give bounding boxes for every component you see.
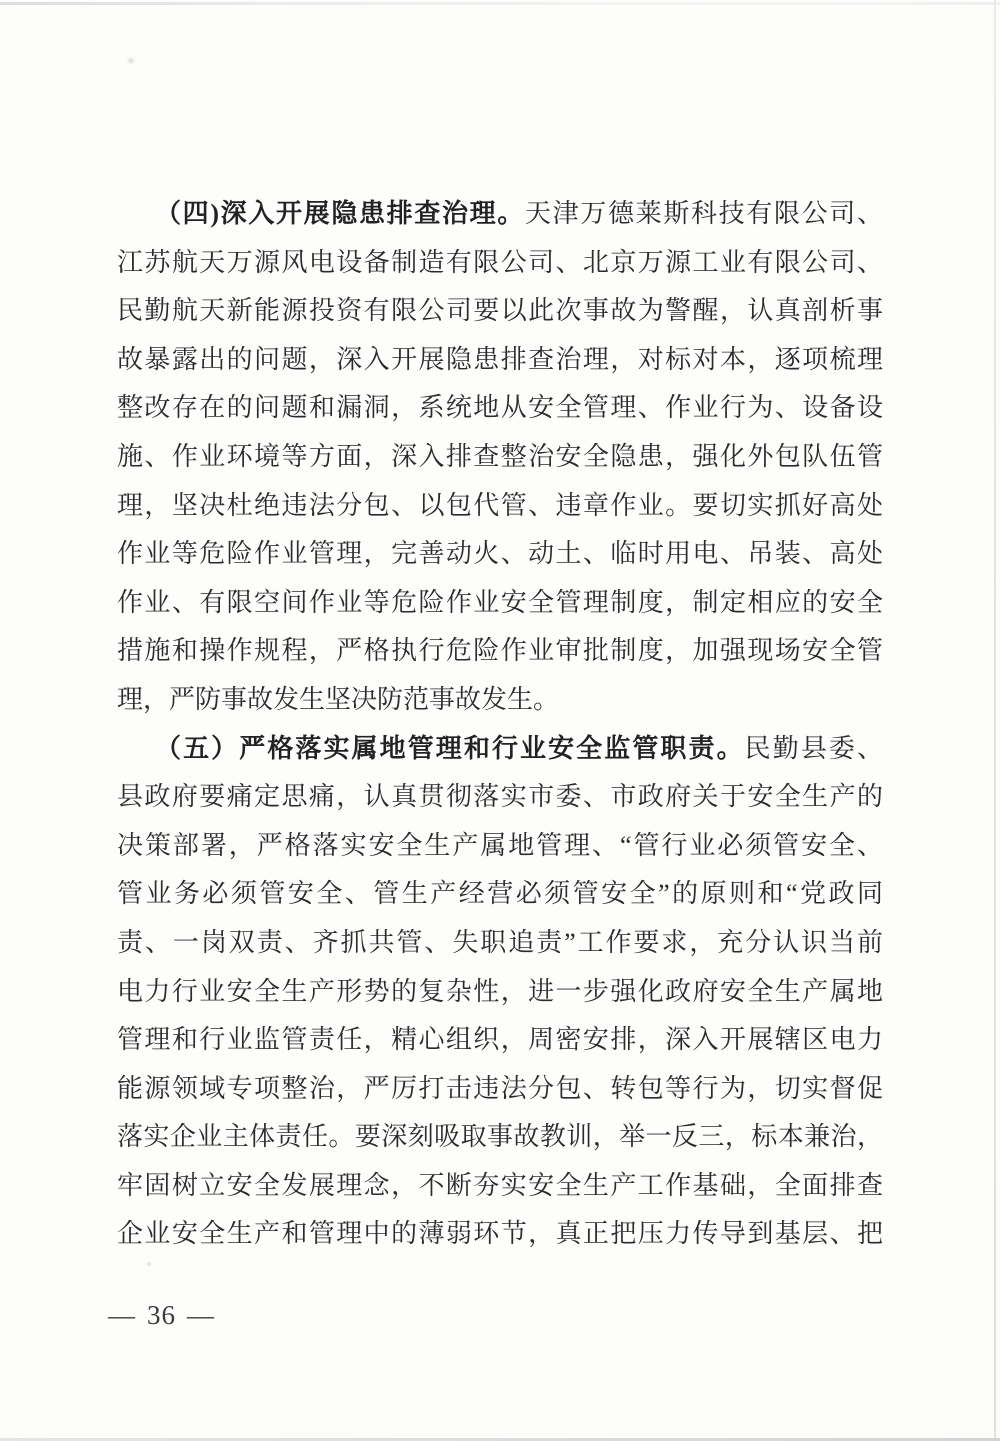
scan-edge-right xyxy=(994,0,996,1441)
text-line xyxy=(117,968,883,1017)
text-line xyxy=(117,919,883,968)
line-text: 落实企业主体责任。要深刻吸取事故教训，举一反三，标本兼治， xyxy=(117,1122,883,1152)
footer-dash-right: — xyxy=(187,1300,215,1330)
text-line xyxy=(117,1210,883,1259)
text-line xyxy=(117,676,883,725)
line-text: 作业、有限空间作业等危险作业安全管理制度，制定相应的安全 xyxy=(117,587,883,617)
text-line xyxy=(117,336,883,385)
text-line xyxy=(117,1065,883,1114)
line-text: 理，严防事故发生坚决防范事故发生。 xyxy=(117,684,560,714)
line-text: 措施和操作规程，严格执行危险作业审批制度，加强现场安全管 xyxy=(117,636,883,666)
scan-speck xyxy=(147,1262,151,1266)
text-line xyxy=(117,530,883,579)
line-text: 管业务必须管安全、管生产经营必须管安全”的原则和“党政同 xyxy=(117,879,883,909)
line-text: 管理和行业监管责任，精心组织，周密安排，深入开展辖区电力 xyxy=(117,1025,883,1055)
line-text: 作业等危险作业管理，完善动火、动土、临时用电、吊装、高处 xyxy=(117,539,883,569)
text-line xyxy=(117,433,883,482)
line-text: 施、作业环境等方面，深入排查整治安全隐患，强化外包队伍管 xyxy=(117,441,883,471)
text-line xyxy=(117,482,883,531)
line-text: 天津万德莱斯科技有限公司、 xyxy=(524,199,883,228)
page-footer xyxy=(108,1300,215,1331)
text-line xyxy=(117,773,883,822)
line-text: 整改存在的问题和漏洞，系统地从安全管理、作业行为、设备设 xyxy=(117,393,883,423)
line-text: 江苏航天万源风电设备制造有限公司、北京万源工业有限公司、 xyxy=(117,247,883,277)
line-text: 责、一岗双责、齐抓共管、失职追责”工作要求，充分认识当前 xyxy=(117,927,883,957)
text-line xyxy=(117,870,883,919)
line-text: 牢固树立安全发展理念，不断夯实安全生产工作基础，全面排查 xyxy=(117,1170,883,1200)
paragraph-heading: （四)深入开展隐患排查治理。 xyxy=(155,199,525,228)
text-line xyxy=(117,384,883,433)
line-text: 民勤航天新能源投资有限公司要以此次事故为警醒，认真剖析事 xyxy=(117,296,883,326)
paragraph-heading: （五）严格落实属地管理和行业安全监管职责。 xyxy=(155,733,745,763)
line-text: 民勤县委、 xyxy=(744,733,883,763)
scan-speck xyxy=(128,58,134,63)
line-text: 电力行业安全生产形势的复杂性，进一步强化政府安全生产属地 xyxy=(117,976,883,1006)
line-text: 企业安全生产和管理中的薄弱环节，真正把压力传导到基层、把 xyxy=(117,1219,883,1249)
text-line xyxy=(117,1016,883,1065)
line-text: 故暴露出的问题，深入开展隐患排查治理，对标对本，逐项梳理 xyxy=(117,344,883,374)
footer-dash-left: — xyxy=(108,1300,136,1330)
text-line xyxy=(117,239,883,288)
line-text: 能源领域专项整治，严厉打击违法分包、转包等行为，切实督促 xyxy=(117,1073,883,1103)
text-line xyxy=(117,579,883,628)
line-text: 县政府要痛定思痛，认真贯彻落实市委、市政府关于安全生产的 xyxy=(117,782,883,812)
line-text: 决策部署，严格落实安全生产属地管理、“管行业必须管安全、 xyxy=(117,830,883,860)
text-line xyxy=(117,725,883,774)
text-line xyxy=(117,287,883,336)
text-line xyxy=(117,627,883,676)
scan-edge-top xyxy=(0,2,1000,5)
page-number: 36 xyxy=(147,1300,176,1330)
text-line xyxy=(117,1113,883,1162)
line-text: 理，坚决杜绝违法分包、以包代管、违章作业。要切实抓好高处 xyxy=(117,490,883,520)
text-line xyxy=(117,822,883,871)
text-line xyxy=(117,190,883,239)
text-line xyxy=(117,1162,883,1211)
document-body xyxy=(117,190,883,1259)
